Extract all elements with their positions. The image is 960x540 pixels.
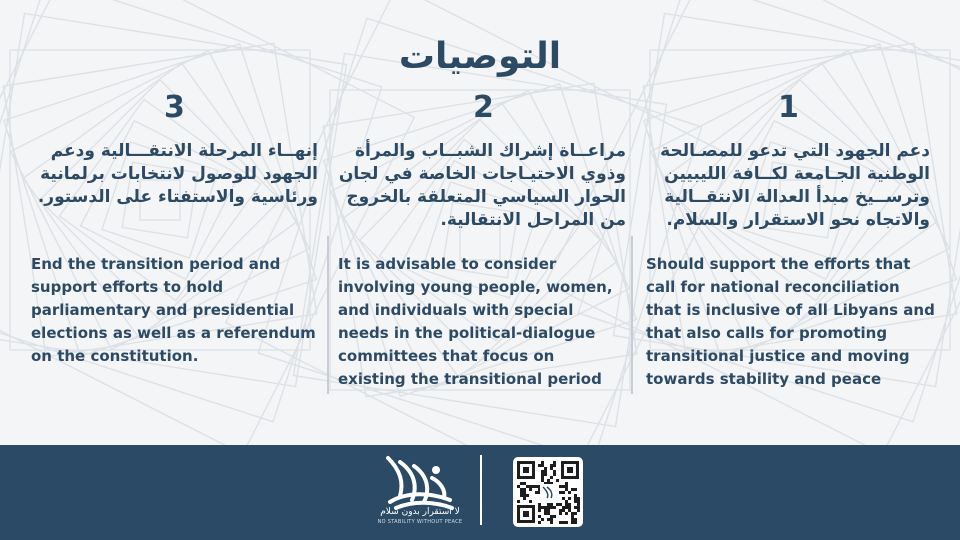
recommendation-english-text: End the transition period and support efforts to hold parliamentary and presidential elections as well as a referendum on the constitution. [31,255,316,365]
logo-arabic-tagline: لا استقرار بدون سلام [380,507,460,517]
column-divider [631,236,633,394]
recommendation-number: 1 [778,90,799,125]
recommendation-arabic-text: دعم الجهود التي تدعو للمصـالحة الوطنية الجـامعة لكــافة الليبيين وترســيخ مبدأ العدالة الانتقــالية والاتجاه نحو الاستقرار والسلام. [660,141,930,230]
column-divider [327,236,329,394]
recommendation-english-text: Should support the efforts that call for national reconciliation that is inclusive of all Libyans and that also calls for promoting transitional justice and moving towards stability and peace [646,255,935,388]
logo-english-tagline: NO STABILITY WITHOUT PEACE [377,519,463,525]
recommendation-number: 3 [164,90,185,125]
page-title: التوصيات [398,36,562,77]
qr-code-icon[interactable] [513,457,583,527]
recommendation-arabic-text: إنهــاء المرحلة الانتقـــالية ودعم الجهود للوصول لانتخابات برلمانية ورئاسية والاستفتاء على الدستور. [37,141,318,207]
recommendation-number: 2 [473,90,494,125]
footer-separator [480,455,482,525]
recommendation-english-text: It is advisable to consider involving young people, women, and individuals with special needs in the political-dialogue committees that focus on existing the transitional period [338,255,613,388]
recommendation-arabic-text: مراعــاة إشراك الشبــاب والمرأة وذوي الاحتيـاجات الخاصة في لجان الحوار السياسي المتعلقة بالخروج من المراحل الانتقالية. [338,141,626,230]
